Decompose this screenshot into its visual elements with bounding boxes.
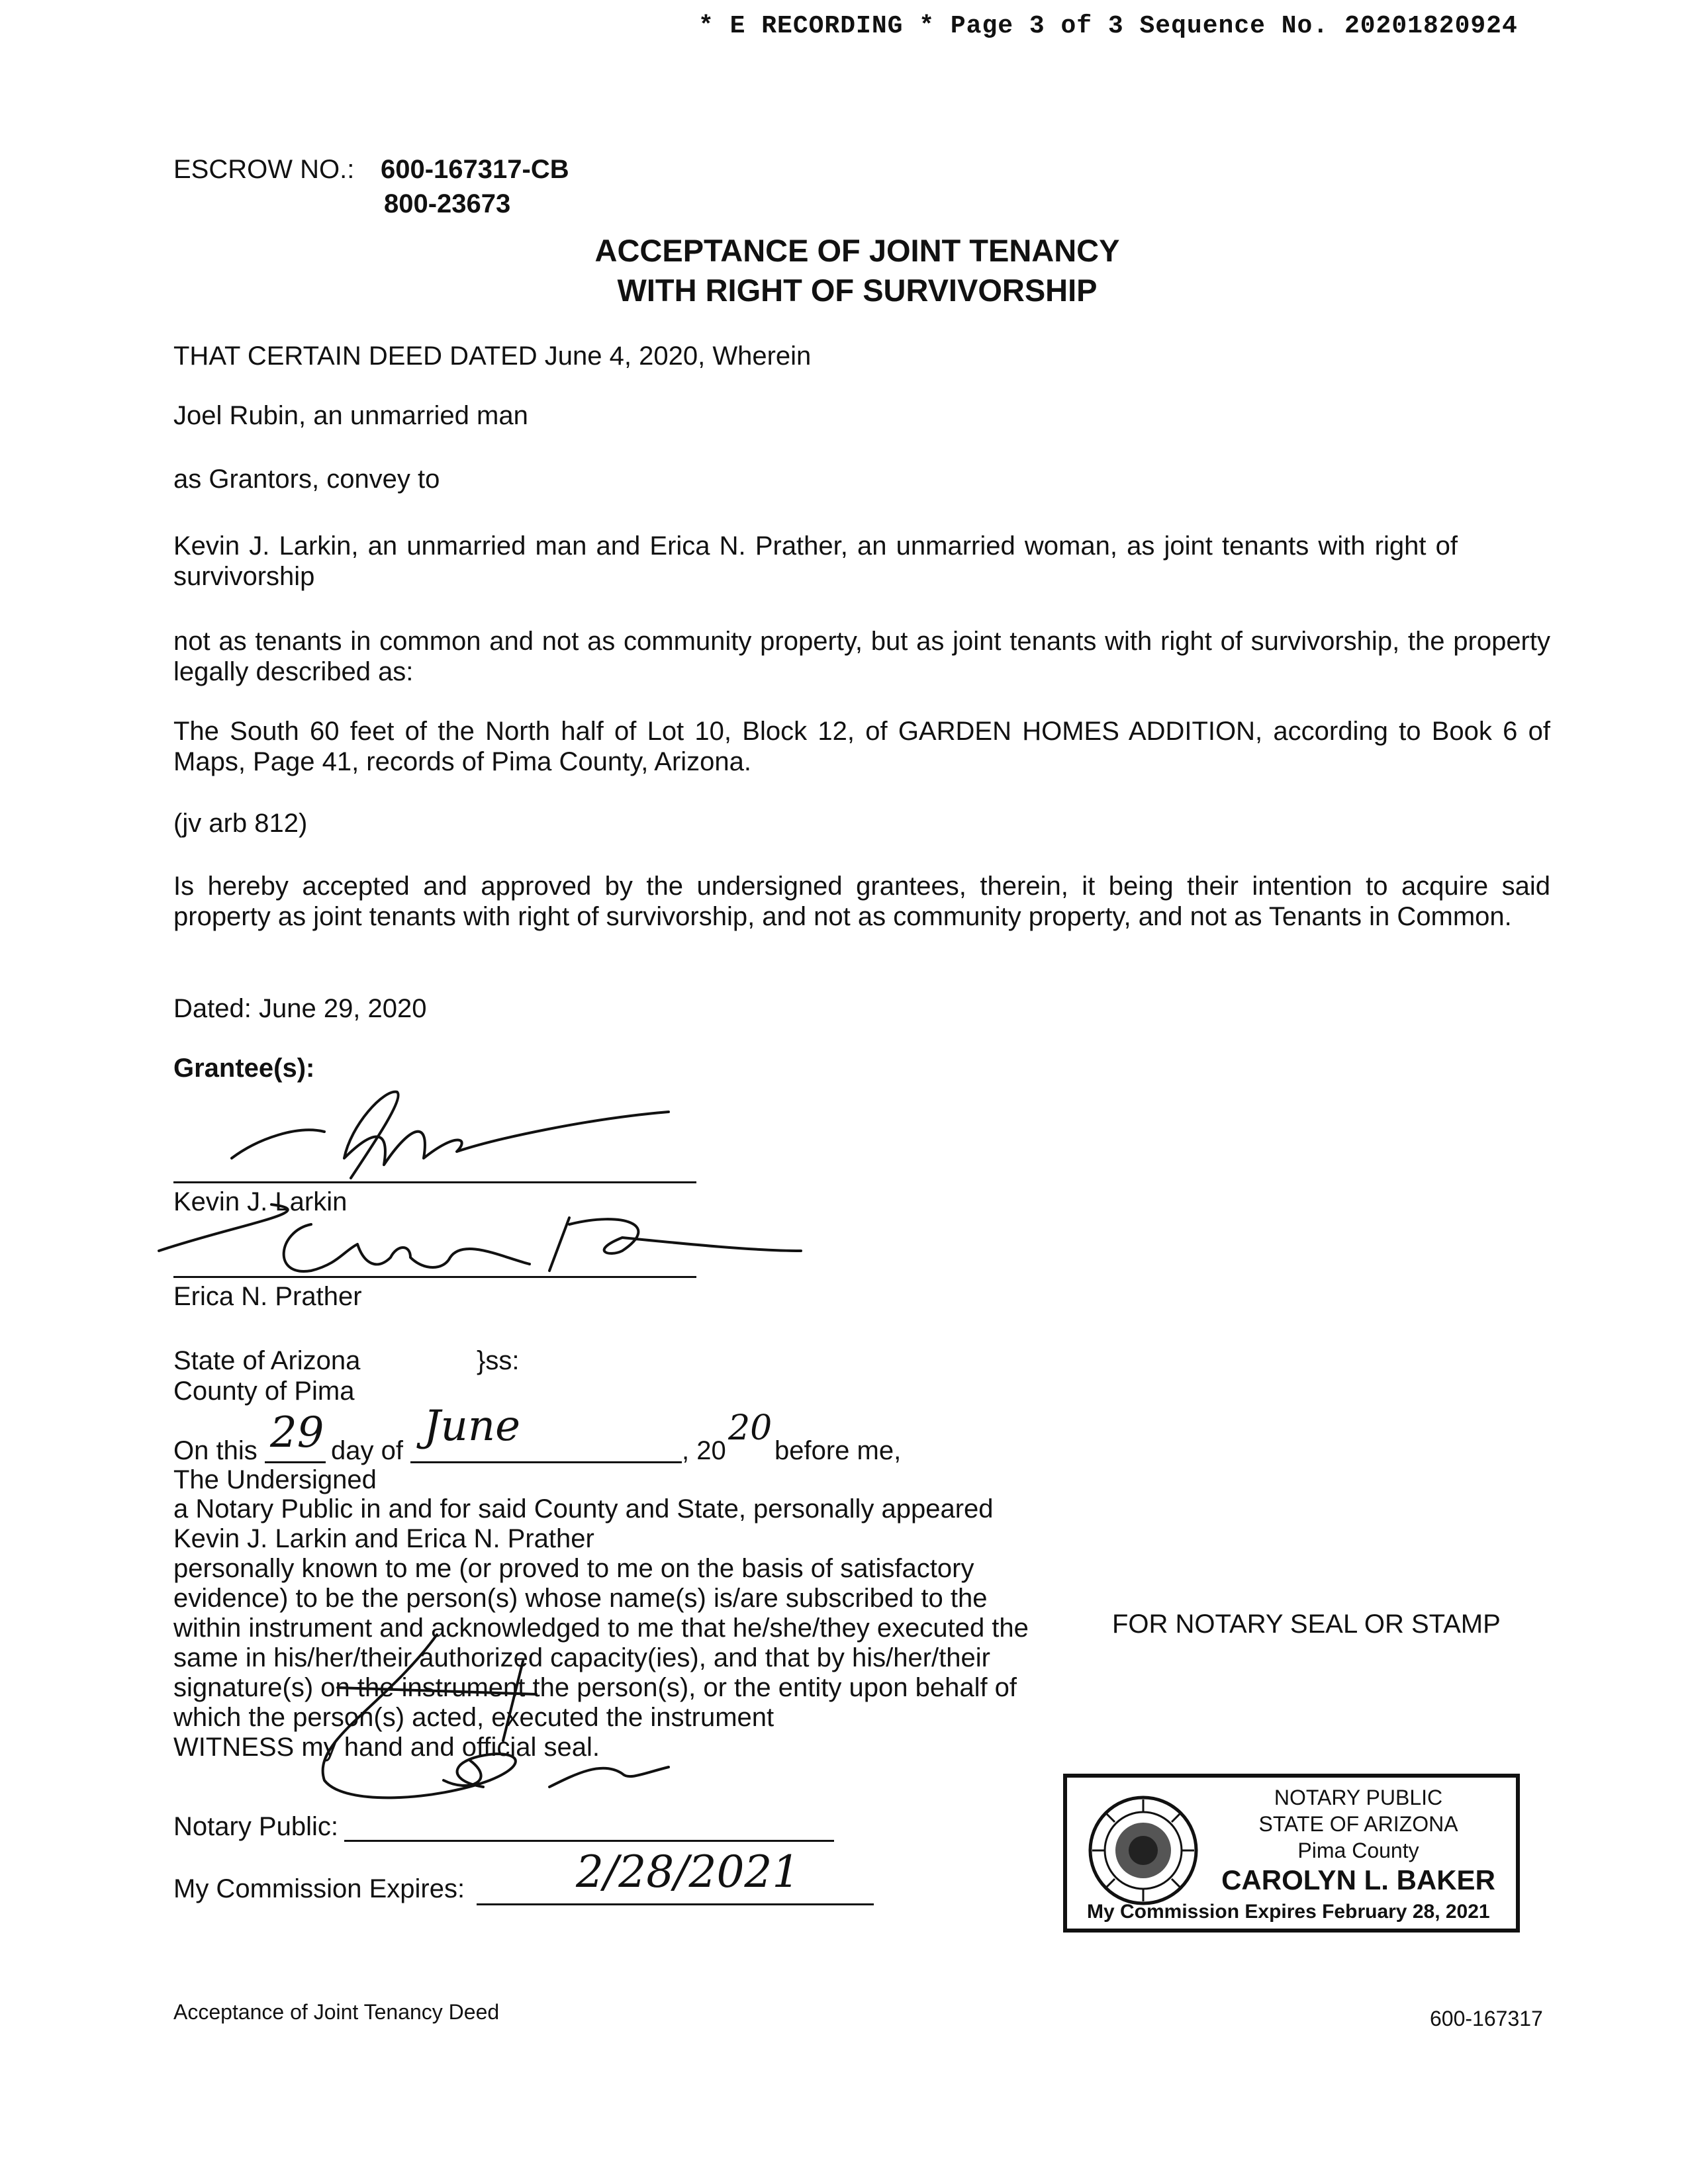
footer-escrow-number: 600-167317 bbox=[1430, 2007, 1543, 2030]
handwritten-month: June bbox=[424, 1402, 520, 1451]
year-prefix: , 20 bbox=[682, 1436, 726, 1465]
grantees-paragraph: Kevin J. Larkin, an unmarried man and Erica N. Prather, an unmarried woman, as joint tenants with right of survivorship bbox=[173, 531, 1458, 591]
on-this-label: On this bbox=[173, 1436, 258, 1465]
day-blank-line bbox=[265, 1461, 326, 1463]
handwritten-commission-date: 2/28/2021 bbox=[576, 1846, 800, 1897]
escrow-number-secondary: 800-23673 bbox=[384, 189, 511, 218]
stamp-line-state: STATE OF ARIZONA bbox=[1258, 1812, 1458, 1836]
handwritten-year: 20 bbox=[728, 1408, 773, 1448]
notary-line: signature(s) on the instrument the person(s), or the entity upon behalf of bbox=[173, 1673, 1017, 1702]
handwritten-day: 29 bbox=[270, 1408, 324, 1457]
recording-header: * E RECORDING * Page 3 of 3 Sequence No. 20201820924 bbox=[698, 12, 1518, 40]
notary-ss: }ss: bbox=[477, 1346, 520, 1375]
notary-line: a Notary Public in and for said County and State, personally appeared bbox=[173, 1494, 994, 1524]
escrow-number-primary: 600-167317-CB bbox=[381, 155, 569, 184]
reference-code: (jv arb 812) bbox=[173, 809, 308, 838]
acceptance-paragraph: Is hereby accepted and approved by the undersigned grantees, therein, it being their intention to acquire said property as joint tenants with right of survivorship, and not as community property, and not as Tenants in Common. bbox=[173, 872, 1550, 931]
notary-line: same in his/her/their authorized capacity(ies), and that by his/her/their bbox=[173, 1643, 990, 1672]
grantee-name-1: Kevin J. Larkin bbox=[173, 1187, 348, 1216]
document-title-line2: WITH RIGHT OF SURVIVORSHIP bbox=[617, 273, 1098, 308]
commission-expires-label: My Commission Expires: bbox=[173, 1874, 465, 1903]
notary-signature-line bbox=[344, 1840, 834, 1842]
stamp-line-notary-public: NOTARY PUBLIC bbox=[1274, 1786, 1443, 1809]
deed-date-line: THAT CERTAIN DEED DATED June 4, 2020, Wherein bbox=[173, 341, 812, 371]
month-blank-line bbox=[410, 1461, 682, 1463]
notary-stamp bbox=[1063, 1774, 1520, 1933]
signature-notary bbox=[285, 1608, 682, 1846]
footer-document-name: Acceptance of Joint Tenancy Deed bbox=[173, 2000, 500, 2024]
notary-line: evidence) to be the person(s) whose name(s) is/are subscribed to the bbox=[173, 1584, 988, 1613]
dated-line: Dated: June 29, 2020 bbox=[173, 994, 427, 1023]
undersigned-line: The Undersigned bbox=[173, 1465, 377, 1494]
legal-description: The South 60 feet of the North half of Lot 10, Block 12, of GARDEN HOMES ADDITION, according to Book 6 of Maps, Page 41, records of Pima County, Arizona. bbox=[173, 717, 1550, 776]
as-grantors-text: as Grantors, convey to bbox=[173, 465, 440, 494]
escrow-label: ESCROW NO.: bbox=[173, 155, 355, 184]
notary-county: County of Pima bbox=[173, 1377, 355, 1406]
signature-kevin-larkin bbox=[218, 1085, 682, 1191]
notary-state: State of Arizona bbox=[173, 1346, 361, 1375]
commission-line bbox=[477, 1903, 874, 1905]
signature-line-2 bbox=[173, 1276, 696, 1278]
grantor-text: Joel Rubin, an unmarried man bbox=[173, 401, 528, 430]
notary-line: Kevin J. Larkin and Erica N. Prather bbox=[173, 1524, 594, 1553]
state-seal-icon bbox=[1087, 1794, 1199, 1907]
tenancy-paragraph: not as tenants in common and not as community property, but as joint tenants with right of survivorship, the property legally described as: bbox=[173, 627, 1550, 686]
signature-line-1 bbox=[173, 1181, 696, 1183]
notary-seal-placeholder: FOR NOTARY SEAL OR STAMP bbox=[1112, 1610, 1501, 1639]
notary-line: within instrument and acknowledged to me that he/she/they executed the bbox=[173, 1614, 1029, 1643]
notary-line: personally known to me (or proved to me on the basis of satisfactory bbox=[173, 1554, 974, 1583]
before-me-label: before me, bbox=[774, 1436, 902, 1465]
stamp-commission-expires: My Commission Expires February 28, 2021 bbox=[1087, 1901, 1490, 1923]
document-title-line1: ACCEPTANCE OF JOINT TENANCY bbox=[594, 233, 1120, 268]
notary-line: which the person(s) acted, executed the instrument bbox=[173, 1703, 774, 1732]
notary-public-label: Notary Public: bbox=[173, 1812, 338, 1841]
stamp-notary-name: CAROLYN L. BAKER bbox=[1221, 1864, 1495, 1895]
notary-line: WITNESS my hand and official seal. bbox=[173, 1733, 600, 1762]
day-of-label: day of bbox=[331, 1436, 403, 1465]
stamp-line-county: Pima County bbox=[1297, 1839, 1419, 1862]
grantees-heading: Grantee(s): bbox=[173, 1054, 315, 1083]
grantee-name-2: Erica N. Prather bbox=[173, 1282, 362, 1311]
